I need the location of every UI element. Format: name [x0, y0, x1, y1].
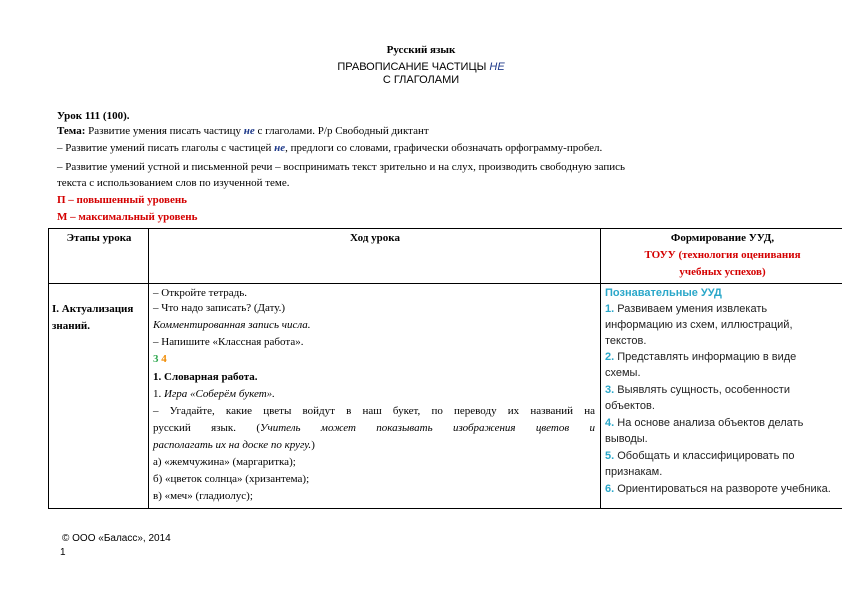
uud-item-line	[605, 335, 646, 348]
header-process	[149, 229, 601, 284]
uud-item-line	[605, 367, 641, 380]
process-line: – Напишите «Классная работа».	[153, 336, 304, 348]
process-text: русский язык. (	[153, 422, 261, 434]
subject-title: Русский язык	[386, 44, 456, 56]
goal-1	[57, 142, 602, 155]
header-touu-label-2: учебных успехов)	[679, 266, 766, 278]
goal-2-line1: – Развитие умений устной и письменной речи – воспринимать текст зрительно и на слух, производить свободную запись	[57, 161, 626, 173]
uud-item-number: 4.	[605, 417, 615, 429]
uud-item-line	[605, 400, 655, 413]
uud-item-text: На основе анализа объектов делать	[614, 417, 804, 429]
goal-1-text: – Развитие умений писать глаголы с частицей	[57, 142, 275, 154]
process-line	[153, 422, 595, 435]
table-header-row	[49, 229, 842, 284]
uud-cell	[601, 284, 842, 509]
uud-item-line	[605, 483, 831, 496]
header-touu-label: ТОУУ (технология оценивания	[644, 249, 801, 261]
uud-item-line	[605, 303, 767, 316]
uud-item-line	[605, 319, 793, 332]
uud-item-text: Развиваем умения извлекать	[614, 303, 768, 315]
process-line: б) «цветок солнца» (хризантема);	[153, 473, 310, 485]
process-line: в) «меч» (гладиолус);	[153, 490, 253, 502]
game-number: 1.	[153, 388, 164, 400]
uud-item-text: Представлять информацию в виде	[614, 351, 797, 363]
lesson-number: Урок 111 (100).	[57, 110, 130, 122]
table-row	[49, 284, 842, 509]
header-uud	[601, 229, 842, 284]
topic-text-end: с глаголами. Р/р Свободный диктант	[254, 125, 429, 137]
uud-item-line	[605, 384, 790, 397]
teacher-note-2: располагать их на доске по кругу.	[153, 439, 312, 451]
game-title: Игра «Соберём букет».	[164, 388, 275, 400]
process-line: Комментированная запись числа.	[153, 319, 311, 331]
process-text: )	[311, 439, 315, 451]
title-ne: НЕ	[489, 61, 505, 73]
process-line	[153, 388, 275, 401]
badge-orange: 4	[161, 353, 167, 365]
lesson-topic	[57, 125, 429, 138]
lesson-table	[48, 228, 842, 509]
topic-ne: не	[243, 125, 255, 137]
uud-item-number: 6.	[605, 483, 615, 495]
process-cell	[149, 284, 601, 509]
uud-item-line	[605, 417, 803, 430]
teacher-note: Учитель может показывать изображения цветов и	[260, 422, 595, 434]
process-line: – Угадайте, какие цветы войдут в наш букет, по переводу их названий на	[153, 405, 595, 417]
uud-item-text: выводы.	[605, 433, 648, 445]
uud-item-number: 3.	[605, 384, 615, 396]
process-line: – Что надо записать? (Дату.)	[153, 302, 286, 314]
page-number: 1	[60, 547, 66, 558]
level-p: П – повышенный уровень	[57, 194, 187, 206]
goal-1-ne: не	[274, 142, 286, 154]
stage-name: I. Актуализация	[52, 303, 134, 315]
badge-green: 3	[153, 353, 159, 365]
uud-item-line	[605, 351, 796, 364]
header-uud-label: Формирование УУД,	[670, 232, 775, 244]
topic-text: Развитие умения писать частицу	[85, 125, 244, 137]
uud-item-text: Выявлять сущность, особенности	[614, 384, 790, 396]
title-text: ПРАВОПИСАНИЕ ЧАСТИЦЫ	[337, 61, 490, 73]
process-line	[153, 439, 315, 452]
process-line: – Откройте тетрадь.	[153, 287, 248, 299]
uud-title: Познавательные УУД	[605, 287, 722, 299]
uud-item-number: 5.	[605, 450, 615, 462]
goal-1-text-end: , предлоги со словами, графически обозначать орфограмму-пробел.	[285, 142, 603, 154]
level-m: М – максимальный уровень	[57, 211, 198, 223]
process-line: а) «жемчужина» (маргаритка);	[153, 456, 296, 468]
uud-item-line	[605, 450, 794, 463]
uud-item-text: текстов.	[605, 335, 647, 347]
process-line: 1. Словарная работа.	[153, 371, 258, 383]
stage-cell	[49, 284, 149, 509]
uud-item-text: схемы.	[605, 367, 641, 379]
uud-item-text: Обобщать и классифицировать по	[614, 450, 795, 462]
topic-label: Тема:	[57, 125, 86, 137]
header-stages-label: Этапы урока	[66, 232, 132, 244]
copyright: © ООО «Баласс», 2014	[62, 533, 171, 544]
uud-item-text: Ориентироваться на развороте учебника.	[614, 483, 831, 495]
uud-item-text: информацию из схем, иллюстраций,	[605, 319, 793, 331]
lesson-title-line2: С ГЛАГОЛАМИ	[382, 74, 460, 86]
uud-item-text: признакам.	[605, 466, 663, 478]
stage-name-2: знаний.	[52, 320, 91, 332]
goal-2-line2: текста с использованием слов по изученной теме.	[57, 177, 290, 189]
header-process-label: Ход урока	[350, 232, 400, 244]
uud-item-line	[605, 466, 662, 479]
lesson-title-line1	[0, 61, 842, 74]
uud-item-text: объектов.	[605, 400, 655, 412]
uud-item-number: 1.	[605, 303, 615, 315]
uud-item-line	[605, 433, 648, 446]
header-stages	[49, 229, 149, 284]
uud-item-number: 2.	[605, 351, 615, 363]
tou-badges	[153, 353, 167, 366]
